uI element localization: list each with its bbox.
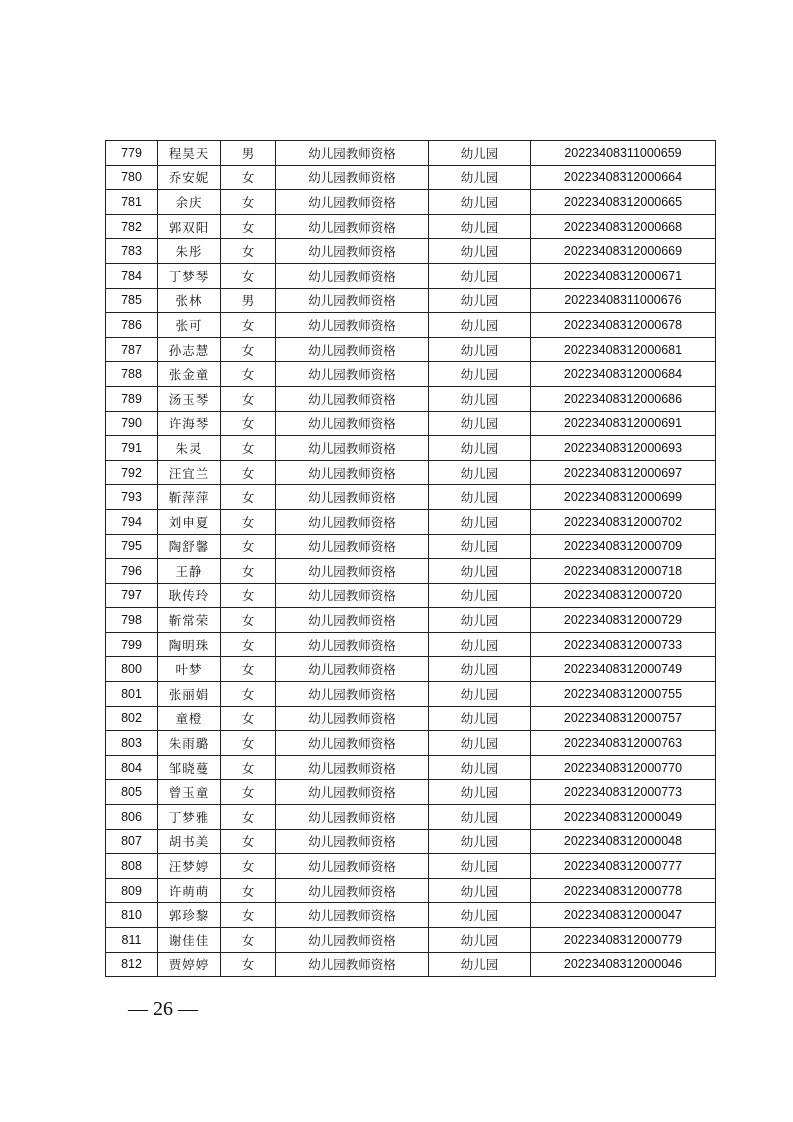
certificate-number-cell: 20223408312000693 [531, 436, 716, 461]
school-level-cell: 幼儿园 [429, 165, 531, 190]
gender-cell: 女 [221, 509, 276, 534]
table-row [106, 460, 716, 485]
row-number-cell: 801 [106, 682, 158, 707]
gender-cell: 女 [221, 952, 276, 977]
gender-cell: 女 [221, 362, 276, 387]
school-level-cell: 幼儿园 [429, 239, 531, 264]
gender-cell: 女 [221, 263, 276, 288]
qualification-cell: 幼儿园教师资格 [276, 509, 429, 534]
school-level-cell: 幼儿园 [429, 829, 531, 854]
qualification-cell: 幼儿园教师资格 [276, 190, 429, 215]
certificate-number-cell: 20223408312000678 [531, 313, 716, 338]
table-row [106, 509, 716, 534]
qualification-cell: 幼儿园教师资格 [276, 313, 429, 338]
school-level-cell: 幼儿园 [429, 805, 531, 830]
school-level-cell: 幼儿园 [429, 657, 531, 682]
gender-cell: 男 [221, 288, 276, 313]
row-number-cell: 780 [106, 165, 158, 190]
gender-cell: 女 [221, 829, 276, 854]
qualification-cell: 幼儿园教师资格 [276, 903, 429, 928]
row-number-cell: 805 [106, 780, 158, 805]
certificate-number-cell: 20223408312000664 [531, 165, 716, 190]
school-level-cell: 幼儿园 [429, 632, 531, 657]
row-number-cell: 791 [106, 436, 158, 461]
row-number-cell: 786 [106, 313, 158, 338]
school-level-cell: 幼儿园 [429, 214, 531, 239]
row-number-cell: 787 [106, 337, 158, 362]
school-level-cell: 幼儿园 [429, 878, 531, 903]
table-row [106, 706, 716, 731]
certificate-number-cell: 20223408312000702 [531, 509, 716, 534]
certificate-number-cell: 20223408311000659 [531, 141, 716, 166]
table-row [106, 386, 716, 411]
qualification-cell: 幼儿园教师资格 [276, 362, 429, 387]
name-cell: 程昊天 [158, 141, 221, 166]
table-row [106, 608, 716, 633]
qualification-cell: 幼儿园教师资格 [276, 755, 429, 780]
qualification-cell: 幼儿园教师资格 [276, 731, 429, 756]
table-row [106, 559, 716, 584]
certificate-number-cell: 20223408312000770 [531, 755, 716, 780]
row-number-cell: 800 [106, 657, 158, 682]
row-number-cell: 784 [106, 263, 158, 288]
certificate-number-cell: 20223408312000665 [531, 190, 716, 215]
qualification-cell: 幼儿园教师资格 [276, 706, 429, 731]
table-row [106, 239, 716, 264]
certificate-number-cell: 20223408312000671 [531, 263, 716, 288]
table-row [106, 878, 716, 903]
qualification-cell: 幼儿园教师资格 [276, 436, 429, 461]
certificate-number-cell: 20223408312000757 [531, 706, 716, 731]
gender-cell: 女 [221, 682, 276, 707]
qualification-cell: 幼儿园教师资格 [276, 878, 429, 903]
certificate-number-cell: 20223408312000733 [531, 632, 716, 657]
table-row [106, 436, 716, 461]
name-cell: 丁梦琴 [158, 263, 221, 288]
school-level-cell: 幼儿园 [429, 386, 531, 411]
school-level-cell: 幼儿园 [429, 436, 531, 461]
row-number-cell: 802 [106, 706, 158, 731]
name-cell: 许萌萌 [158, 878, 221, 903]
table-row [106, 534, 716, 559]
qualification-cell: 幼儿园教师资格 [276, 534, 429, 559]
qualification-cell: 幼儿园教师资格 [276, 805, 429, 830]
name-cell: 胡书美 [158, 829, 221, 854]
certificate-number-cell: 20223408312000691 [531, 411, 716, 436]
name-cell: 汪梦婷 [158, 854, 221, 879]
table-row [106, 313, 716, 338]
school-level-cell: 幼儿园 [429, 682, 531, 707]
qualification-cell: 幼儿园教师资格 [276, 141, 429, 166]
certificate-number-cell: 20223408312000697 [531, 460, 716, 485]
roster-table [105, 140, 716, 977]
school-level-cell: 幼儿园 [429, 411, 531, 436]
qualification-cell: 幼儿园教师资格 [276, 559, 429, 584]
table-row [106, 411, 716, 436]
certificate-number-cell: 20223408312000773 [531, 780, 716, 805]
gender-cell: 女 [221, 534, 276, 559]
qualification-cell: 幼儿园教师资格 [276, 337, 429, 362]
gender-cell: 女 [221, 165, 276, 190]
school-level-cell: 幼儿园 [429, 952, 531, 977]
name-cell: 陶明珠 [158, 632, 221, 657]
name-cell: 靳萍萍 [158, 485, 221, 510]
name-cell: 张林 [158, 288, 221, 313]
school-level-cell: 幼儿园 [429, 362, 531, 387]
gender-cell: 女 [221, 386, 276, 411]
row-number-cell: 799 [106, 632, 158, 657]
row-number-cell: 797 [106, 583, 158, 608]
gender-cell: 女 [221, 485, 276, 510]
qualification-cell: 幼儿园教师资格 [276, 657, 429, 682]
name-cell: 耿传玲 [158, 583, 221, 608]
school-level-cell: 幼儿园 [429, 337, 531, 362]
row-number-cell: 792 [106, 460, 158, 485]
name-cell: 靳常荣 [158, 608, 221, 633]
row-number-cell: 790 [106, 411, 158, 436]
certificate-number-cell: 20223408312000749 [531, 657, 716, 682]
row-number-cell: 807 [106, 829, 158, 854]
table-row [106, 903, 716, 928]
row-number-cell: 804 [106, 755, 158, 780]
page-number: — 26 — [128, 998, 198, 1020]
qualification-cell: 幼儿园教师资格 [276, 263, 429, 288]
qualification-cell: 幼儿园教师资格 [276, 485, 429, 510]
name-cell: 朱彤 [158, 239, 221, 264]
qualification-cell: 幼儿园教师资格 [276, 386, 429, 411]
name-cell: 邹晓蔓 [158, 755, 221, 780]
gender-cell: 女 [221, 731, 276, 756]
table-row [106, 583, 716, 608]
name-cell: 张金童 [158, 362, 221, 387]
gender-cell: 女 [221, 608, 276, 633]
certificate-number-cell: 20223408312000048 [531, 829, 716, 854]
table-row [106, 214, 716, 239]
qualification-cell: 幼儿园教师资格 [276, 411, 429, 436]
gender-cell: 女 [221, 632, 276, 657]
table-row [106, 657, 716, 682]
table-row [106, 805, 716, 830]
table-row [106, 731, 716, 756]
school-level-cell: 幼儿园 [429, 731, 531, 756]
certificate-number-cell: 20223408312000046 [531, 952, 716, 977]
school-level-cell: 幼儿园 [429, 755, 531, 780]
school-level-cell: 幼儿园 [429, 485, 531, 510]
table-row [106, 632, 716, 657]
table-row [106, 263, 716, 288]
qualification-cell: 幼儿园教师资格 [276, 632, 429, 657]
row-number-cell: 808 [106, 854, 158, 879]
school-level-cell: 幼儿园 [429, 460, 531, 485]
certificate-number-cell: 20223408312000718 [531, 559, 716, 584]
table-row [106, 288, 716, 313]
name-cell: 张丽娟 [158, 682, 221, 707]
table-row [106, 829, 716, 854]
certificate-number-cell: 20223408312000686 [531, 386, 716, 411]
row-number-cell: 811 [106, 928, 158, 953]
qualification-cell: 幼儿园教师资格 [276, 165, 429, 190]
qualification-cell: 幼儿园教师资格 [276, 288, 429, 313]
name-cell: 童橙 [158, 706, 221, 731]
name-cell: 朱雨璐 [158, 731, 221, 756]
table-row [106, 780, 716, 805]
table-row [106, 337, 716, 362]
gender-cell: 女 [221, 657, 276, 682]
gender-cell: 女 [221, 755, 276, 780]
row-number-cell: 788 [106, 362, 158, 387]
qualification-cell: 幼儿园教师资格 [276, 928, 429, 953]
certificate-number-cell: 20223408312000729 [531, 608, 716, 633]
gender-cell: 女 [221, 903, 276, 928]
qualification-cell: 幼儿园教师资格 [276, 239, 429, 264]
qualification-cell: 幼儿园教师资格 [276, 682, 429, 707]
gender-cell: 女 [221, 583, 276, 608]
certificate-number-cell: 20223408312000681 [531, 337, 716, 362]
table-row [106, 682, 716, 707]
gender-cell: 女 [221, 436, 276, 461]
school-level-cell: 幼儿园 [429, 288, 531, 313]
row-number-cell: 779 [106, 141, 158, 166]
certificate-number-cell: 20223408312000763 [531, 731, 716, 756]
qualification-cell: 幼儿园教师资格 [276, 583, 429, 608]
certificate-number-cell: 20223408312000779 [531, 928, 716, 953]
table-row [106, 854, 716, 879]
certificate-number-cell: 20223408312000777 [531, 854, 716, 879]
school-level-cell: 幼儿园 [429, 534, 531, 559]
certificate-number-cell: 20223408312000699 [531, 485, 716, 510]
qualification-cell: 幼儿园教师资格 [276, 854, 429, 879]
name-cell: 张可 [158, 313, 221, 338]
certificate-number-cell: 20223408312000720 [531, 583, 716, 608]
row-number-cell: 812 [106, 952, 158, 977]
school-level-cell: 幼儿园 [429, 263, 531, 288]
row-number-cell: 782 [106, 214, 158, 239]
gender-cell: 女 [221, 878, 276, 903]
certificate-number-cell: 20223408311000676 [531, 288, 716, 313]
name-cell: 乔安妮 [158, 165, 221, 190]
name-cell: 孙志慧 [158, 337, 221, 362]
name-cell: 郭双阳 [158, 214, 221, 239]
row-number-cell: 781 [106, 190, 158, 215]
school-level-cell: 幼儿园 [429, 313, 531, 338]
table-row [106, 755, 716, 780]
row-number-cell: 806 [106, 805, 158, 830]
row-number-cell: 795 [106, 534, 158, 559]
certificate-number-cell: 20223408312000778 [531, 878, 716, 903]
gender-cell: 女 [221, 190, 276, 215]
school-level-cell: 幼儿园 [429, 559, 531, 584]
gender-cell: 女 [221, 411, 276, 436]
row-number-cell: 796 [106, 559, 158, 584]
certificate-number-cell: 20223408312000684 [531, 362, 716, 387]
certificate-number-cell: 20223408312000049 [531, 805, 716, 830]
gender-cell: 女 [221, 854, 276, 879]
name-cell: 朱灵 [158, 436, 221, 461]
name-cell: 贾婷婷 [158, 952, 221, 977]
gender-cell: 女 [221, 928, 276, 953]
gender-cell: 女 [221, 805, 276, 830]
row-number-cell: 783 [106, 239, 158, 264]
name-cell: 王静 [158, 559, 221, 584]
qualification-cell: 幼儿园教师资格 [276, 460, 429, 485]
school-level-cell: 幼儿园 [429, 509, 531, 534]
qualification-cell: 幼儿园教师资格 [276, 952, 429, 977]
gender-cell: 女 [221, 239, 276, 264]
row-number-cell: 810 [106, 903, 158, 928]
gender-cell: 男 [221, 141, 276, 166]
school-level-cell: 幼儿园 [429, 190, 531, 215]
name-cell: 丁梦雅 [158, 805, 221, 830]
row-number-cell: 809 [106, 878, 158, 903]
qualification-cell: 幼儿园教师资格 [276, 829, 429, 854]
school-level-cell: 幼儿园 [429, 706, 531, 731]
name-cell: 汪宜兰 [158, 460, 221, 485]
gender-cell: 女 [221, 559, 276, 584]
row-number-cell: 798 [106, 608, 158, 633]
name-cell: 余庆 [158, 190, 221, 215]
name-cell: 曾玉童 [158, 780, 221, 805]
gender-cell: 女 [221, 337, 276, 362]
qualification-cell: 幼儿园教师资格 [276, 608, 429, 633]
gender-cell: 女 [221, 214, 276, 239]
name-cell: 陶舒馨 [158, 534, 221, 559]
row-number-cell: 789 [106, 386, 158, 411]
name-cell: 叶梦 [158, 657, 221, 682]
school-level-cell: 幼儿园 [429, 780, 531, 805]
name-cell: 汤玉琴 [158, 386, 221, 411]
table-row [106, 190, 716, 215]
certificate-number-cell: 20223408312000047 [531, 903, 716, 928]
school-level-cell: 幼儿园 [429, 583, 531, 608]
name-cell: 谢佳佳 [158, 928, 221, 953]
certificate-number-cell: 20223408312000668 [531, 214, 716, 239]
qualification-cell: 幼儿园教师资格 [276, 214, 429, 239]
roster-table-body [106, 141, 716, 977]
certificate-number-cell: 20223408312000669 [531, 239, 716, 264]
gender-cell: 女 [221, 313, 276, 338]
row-number-cell: 803 [106, 731, 158, 756]
name-cell: 刘申夏 [158, 509, 221, 534]
row-number-cell: 794 [106, 509, 158, 534]
table-row [106, 952, 716, 977]
certificate-number-cell: 20223408312000709 [531, 534, 716, 559]
qualification-cell: 幼儿园教师资格 [276, 780, 429, 805]
gender-cell: 女 [221, 706, 276, 731]
certificate-number-cell: 20223408312000755 [531, 682, 716, 707]
school-level-cell: 幼儿园 [429, 903, 531, 928]
gender-cell: 女 [221, 780, 276, 805]
table-row [106, 928, 716, 953]
table-row [106, 362, 716, 387]
school-level-cell: 幼儿园 [429, 928, 531, 953]
school-level-cell: 幼儿园 [429, 854, 531, 879]
school-level-cell: 幼儿园 [429, 608, 531, 633]
school-level-cell: 幼儿园 [429, 141, 531, 166]
row-number-cell: 793 [106, 485, 158, 510]
gender-cell: 女 [221, 460, 276, 485]
row-number-cell: 785 [106, 288, 158, 313]
table-row [106, 141, 716, 166]
table-row [106, 165, 716, 190]
name-cell: 郭珍黎 [158, 903, 221, 928]
name-cell: 许海琴 [158, 411, 221, 436]
table-row [106, 485, 716, 510]
